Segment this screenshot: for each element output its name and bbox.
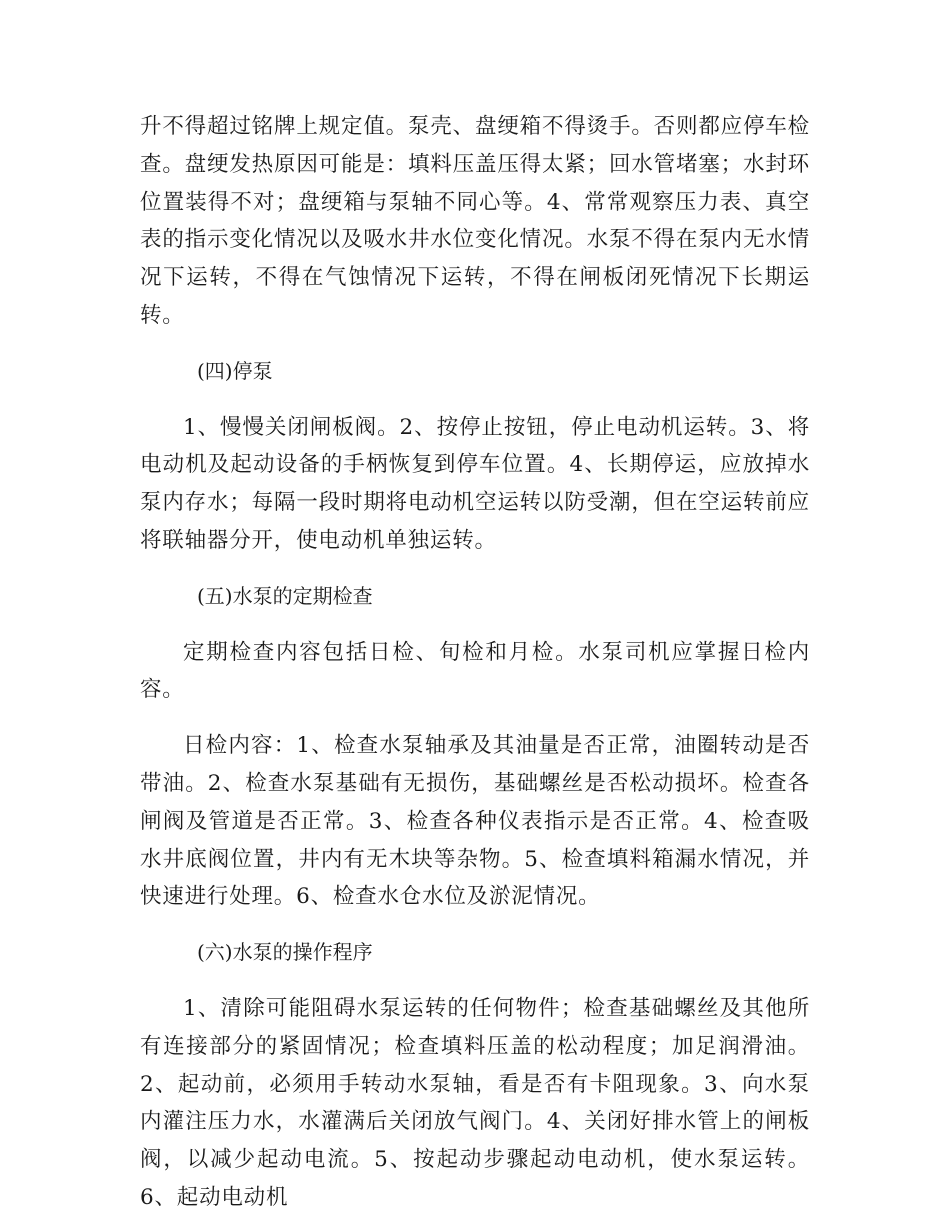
paragraph-daily-inspection: 日检内容：1、检查水泵轴承及其油量是否正常，油圈转动是否带油。2、检查水泵基础有无损伤，基础螺丝是否松动损坏。检查各闸阀及管道是否正常。3、检查各种仪表指示是否正常。4、检查吸水井底阀位置，井内有无木块等杂物。5、检查填料箱漏水情况，并快速进行处理。6、检查水仓水位及淤泥情况。 xyxy=(140,733,810,910)
paragraph-stop-pump-steps: 1、慢慢关闭闸板阀。2、按停止按钮，停止电动机运转。3、将电动机及起动设备的手柄恢复到停车位置。4、长期停运，应放掉水泵内存水；每隔一段时期将电动机空运转以防受潮，但在空运转前应将联轴器分开，使电动机单独运转。 xyxy=(140,414,810,553)
paragraph-inspection-intro: 定期检查内容包括日检、旬检和月检。水泵司机应掌握日检内容。 xyxy=(140,639,810,703)
section-heading-stop-pump: (四)停泵 xyxy=(197,358,273,383)
document-body xyxy=(140,108,810,1217)
paragraph-continuation: 升不得超过铭牌上规定值。泵壳、盘绠箱不得烫手。否则都应停车检查。盘绠发热原因可能是：填料压盖压得太紧；回水管堵塞；水封环位置装得不对；盘绠箱与泵轴不同心等。4、常常观察压力表、真空表的指示变化情况以及吸水井水位变化情况。水泵不得在泵内无水情况下运转，不得在气蚀情况下运转，不得在闸板闭死情况下长期运转。 xyxy=(140,114,810,328)
section-heading-operating-procedure: (六)水泵的操作程序 xyxy=(197,940,373,965)
section-heading-periodic-inspection: (五)水泵的定期检查 xyxy=(197,583,373,608)
paragraph-operating-steps: 1、清除可能阻碍水泵运转的任何物件；检查基础螺丝及其他所有连接部分的紧固情况；检查填料压盖的松动程度；加足润滑油。2、起动前，必须用手转动水泵轴，看是否有卡阻现象。3、向水泵内灌注压力水，水灌满后关闭放气阀门。4、关闭好排水管上的闸板阀，以减少起动电流。5、按起动步骤起动电动机，使水泵运转。6、起动电动机 xyxy=(140,995,810,1210)
